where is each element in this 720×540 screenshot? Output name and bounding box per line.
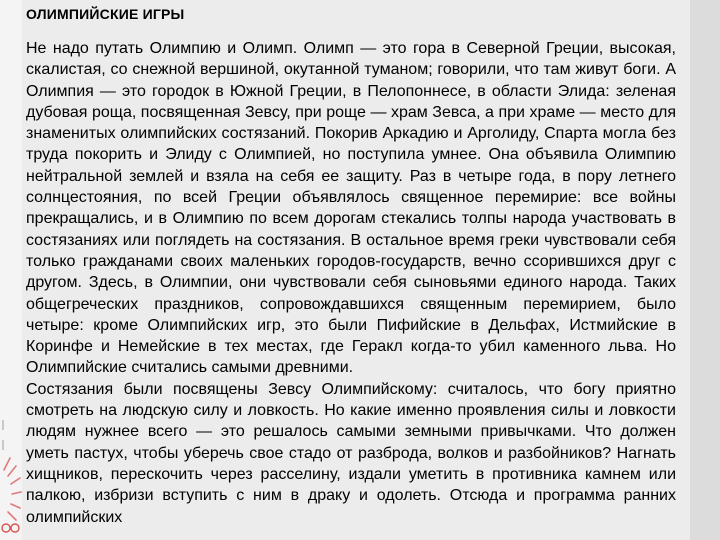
left-margin-strip (0, 0, 23, 540)
right-margin-strip (690, 0, 720, 540)
olympic-decoration-icon (0, 0, 22, 540)
paragraph-1: Не надо путать Олимпию и Олимп. Олимп — это гора в Северной Греции, высокая, скалистая, со снежной вершиной, окутанной туманом; говорили, что там живут боги. А Олимпия — это городок в Южной Греции, в Пелопоннесе, в области Элида: зеленая дубовая роща, посвященная Зевсу, при роще — храм Зевса, а при храме — место для знаменитых олимпийских состязаний. Покорив Аркадию и Арголиду, Спарта могла без труда покорить и Элиду с Олимпией, но поступила умнее. Она объявила Олимпию нейтральной землей и взяла на себя ее защиту. Раз в четыре года, в пору летнего солнцестояния, по всей Греции объявлялось священное перемирие: все войны прекращались, и в Олимпию по всем дорогам стекались толпы народа участвовать в состязаниях или поглядеть на состязания. В остальное время греки чувствовали себя только гражданами своих маленьких городов-государств, вечно ссорившихся друг с другом. Здесь, в Олимпии, они чувствовали себя сыновьями единого народа. Таких общегреческих праздников, сопровождавшихся священным перемирием, было четыре: кроме Олимпийских игр, это были Пифийские в Дельфах, Истмийские в Коринфе и Немейские в тех местах, где Геракл когда-то убил каменного льва. Но Олимпийские считались самыми древними. (26, 40, 676, 377)
document-title: ОЛИМПИЙСКИЕ ИГРЫ (26, 6, 185, 22)
document-body (26, 38, 676, 528)
paragraph-2: Состязания были посвящены Зевсу Олимпийскому: считалось, что богу приятно смотреть на людскую силу и ловкость. Но какие именно проявления силы и ловкости людям нужнее всего — это решалось самыми земными привычками. Что должен уметь пастух, чтобы уберечь свое стадо от разброда, волков и разбойников? Нагнать хищников, перескочить через расселину, издали уметить в противника камнем или палкою, избризи вступить с ним в драку и одолеть. Отсюда и программа ранних олимпийских (26, 380, 676, 526)
document-page (22, 0, 690, 540)
